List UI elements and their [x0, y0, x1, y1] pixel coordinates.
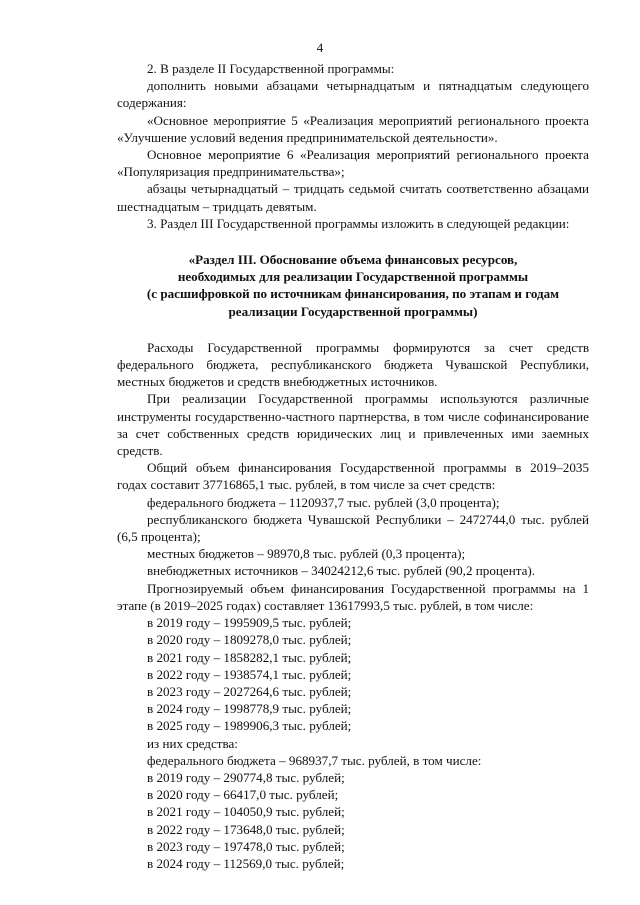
year-line: в 2024 году – 112569,0 тыс. рублей;	[147, 855, 345, 871]
year-line: в 2023 году – 197478,0 тыс. рублей;	[147, 838, 345, 854]
page-number: 4	[316, 40, 324, 55]
year-line: в 2022 году – 1938574,1 тыс. рублей;	[147, 666, 352, 682]
year-line: в 2025 году – 1989906,3 тыс. рублей;	[147, 718, 352, 734]
paragraph: Расходы Государственной программы формируются за счет средств федерального бюджета, республиканского бюджета Чувашской Республики, местных бюджетов и средств внебюджетных источников.	[117, 339, 589, 390]
year-line: в 2021 году – 1858282,1 тыс. рублей;	[147, 649, 352, 665]
year-line: в 2020 году – 1809278,0 тыс. рублей;	[147, 632, 352, 648]
amendment-instruction: дополнить новыми абзацами четырнадцатым и пятнадцатым следующего содержания:	[117, 78, 589, 111]
paragraph: Прогнозируемый объем финансирования Государственной программы на 1 этапе (в 2019–2025 годах) составляет 13617993,5 тыс. рублей, в том числе:	[117, 580, 589, 613]
section-title-line: (с расшифровкой по источникам финансирования, по этапам и годам	[146, 286, 560, 302]
funding-line: из них средства:	[147, 735, 238, 751]
year-line: в 2020 году – 66417,0 тыс. рублей;	[147, 787, 339, 803]
section-title-line: необходимых для реализации Государственной программы	[177, 269, 529, 285]
paragraph: Общий объем финансирования Государственной программы в 2019–2035 годах составит 37716865,1 тыс. рублей, в том числе за счет средств:	[117, 460, 589, 493]
section-title-line: реализации Государственной программы)	[228, 303, 478, 319]
funding-line: федерального бюджета – 1120937,7 тыс. рублей (3,0 процента);	[147, 494, 500, 510]
year-line: в 2022 году – 173648,0 тыс. рублей;	[147, 821, 345, 837]
renumbering-note: абзацы четырнадцатый – тридцать седьмой считать соответственно абзацами шестнадцатым – тридцать девятым.	[117, 181, 589, 214]
measure-5: «Основное мероприятие 5 «Реализация мероприятий регионального проекта «Улучшение условий ведения предпринимательской деятельности».	[117, 112, 589, 145]
year-line: в 2023 году – 2027264,6 тыс. рублей;	[147, 683, 352, 699]
funding-line: федерального бюджета – 968937,7 тыс. рублей, в том числе:	[147, 752, 482, 768]
measure-6: Основное мероприятие 6 «Реализация мероприятий регионального проекта «Популяризация предпринимательства»;	[117, 147, 589, 180]
year-line: в 2019 году – 1995909,5 тыс. рублей;	[147, 615, 352, 631]
year-line: в 2021 году – 104050,9 тыс. рублей;	[147, 804, 345, 820]
document-body	[117, 60, 589, 872]
paragraph: При реализации Государственной программы используются различные инструменты государственно-частного партнерства, в том числе софинансирование за счет собственных средств юридических лиц и привлеченных ими заемных средств.	[117, 391, 589, 459]
year-line: в 2024 году – 1998778,9 тыс. рублей;	[147, 701, 352, 717]
funding-line: республиканского бюджета Чувашской Республики – 2472744,0 тыс. рублей (6,5 процента);	[117, 511, 589, 545]
funding-line: местных бюджетов – 98970,8 тыс. рублей (0,3 процента);	[147, 546, 466, 562]
section-title-line: «Раздел III. Обоснование объема финансовых ресурсов,	[188, 252, 518, 268]
year-line: в 2019 году – 290774,8 тыс. рублей;	[147, 769, 345, 785]
funding-line: внебюджетных источников – 34024212,6 тыс. рублей (90,2 процента).	[147, 563, 536, 579]
amendment-item-2: 2. В разделе II Государственной программы:	[147, 61, 395, 76]
section-title	[117, 251, 589, 320]
amendment-item-3: 3. Раздел III Государственной программы изложить в следующей редакции:	[147, 215, 570, 231]
